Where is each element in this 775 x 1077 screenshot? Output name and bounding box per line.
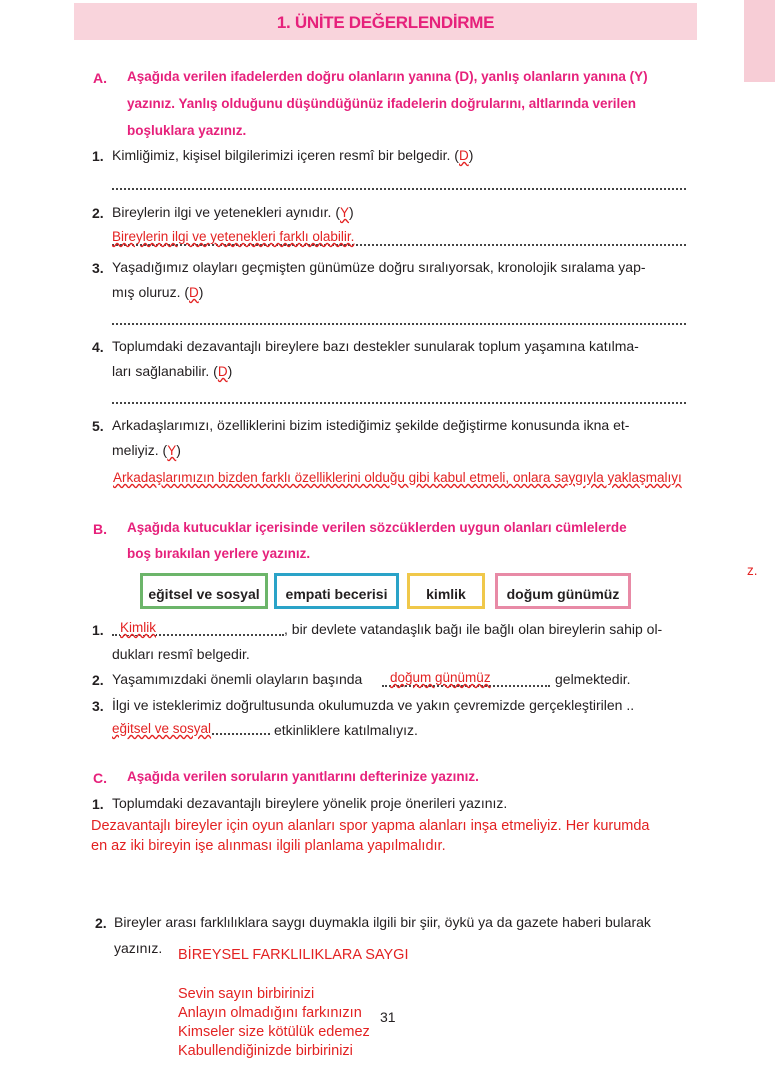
a-item-1-number: 1. [92, 148, 104, 164]
c-item-1-text: Toplumdaki dezavantajlı bireylere yönelik proje önerileri yazınız. [112, 795, 508, 811]
b-item-1-text: , bir devlete vatandaşlık bağı ile bağlı olan bireylerin sahip ol- [284, 621, 663, 637]
b-item-3-answer[interactable]: eğitsel ve sosyal [112, 721, 212, 736]
a-item-3-number: 3. [92, 260, 104, 276]
word-box-dogum-gunumuz[interactable]: doğum günümüz [495, 573, 631, 609]
section-b-letter: B. [93, 521, 107, 537]
side-tab [744, 0, 775, 82]
b-item-2-blank[interactable] [382, 685, 550, 687]
a-item-3-answer[interactable]: D [189, 285, 199, 300]
a-item-2-text: Bireylerin ilgi ve yetenekleri aynıdır. (Y) [112, 204, 354, 220]
c-item-2-number: 2. [95, 915, 107, 931]
b-item-2-answer[interactable]: doğum günümüz [390, 670, 491, 685]
a-item-5-line-1: Arkadaşlarımızı, özelliklerini bizim istediğimiz şekilde değiştirme konusunda ikna et- [112, 417, 630, 433]
word-box-empati[interactable]: empati becerisi [274, 573, 399, 609]
a-item-5-correction-overflow: z. [747, 563, 758, 578]
poem-line-4[interactable]: Kabullendiğinizde birbirinizi [178, 1043, 353, 1059]
section-b-instruction-1: Aşağıda kutucuklar içerisinde verilen sözcüklerden uygun olanları cümlelerde [127, 520, 627, 535]
b-item-1-answer[interactable]: Kimlik [120, 620, 156, 635]
a-item-1-answer[interactable]: D [458, 148, 469, 163]
section-c-letter: C. [93, 770, 107, 786]
b-item-2-text-before: Yaşamımızdaki önemli olayların başında [112, 671, 363, 687]
b-item-1-number: 1. [92, 622, 104, 638]
b-item-3-text-after: etkinliklere katılmalıyız. [274, 722, 418, 738]
a-item-4-answer-line[interactable] [112, 402, 686, 404]
page-number: 31 [380, 1009, 396, 1025]
a-item-5-number: 5. [92, 418, 104, 434]
a-item-1-text: Kimliğimiz, kişisel bilgilerimizi içeren resmî bir belgedir. (D) [112, 147, 474, 163]
a-item-4-line-1: Toplumdaki dezavantajlı bireylere bazı destekler sunularak toplum yaşamına katılma- [112, 338, 639, 354]
a-item-5-correction[interactable]: Arkadaşlarımızın bizden farklı özelliklerini olduğu gibi kabul etmeli, onlara saygıyla yaklaşmalıyı [113, 470, 682, 485]
b-item-1-line-2: dukları resmî belgedir. [112, 646, 250, 662]
a-item-5-line-2: meliyiz. (Y) [112, 442, 181, 458]
c-item-1-number: 1. [92, 796, 104, 812]
section-a-instruction-3: boşluklara yazınız. [127, 123, 247, 138]
b-item-3-number: 3. [92, 698, 104, 714]
word-box-egitsel[interactable]: eğitsel ve sosyal [140, 573, 268, 609]
section-c-instruction: Aşağıda verilen soruların yanıtlarını defterinize yazınız. [127, 769, 479, 784]
page-title: 1. ÜNİTE DEĞERLENDİRME [276, 13, 495, 32]
a-item-3-line-1: Yaşadığımız olayları geçmişten günümüze doğru sıralıyorsak, kronolojik sıralama yap- [112, 259, 646, 275]
b-item-2-number: 2. [92, 672, 104, 688]
a-item-4-number: 4. [92, 339, 104, 355]
poem-line-3[interactable]: Kimseler size kötülük edemez [178, 1024, 370, 1040]
a-item-3-answer-line[interactable] [112, 323, 686, 325]
c-item-1-answer-1[interactable]: Dezavantajlı bireyler için oyun alanları spor yapma alanları inşa etmeliyiz. Her kurumda [91, 818, 650, 834]
a-item-2-correction[interactable]: Bireylerin ilgi ve yetenekleri farklı olabilir. [112, 229, 355, 244]
c-item-1-answer-2[interactable]: en az iki bireyin işe alınması ilgili planlama yapılmalıdır. [91, 838, 446, 854]
section-a-instruction-2: yazınız. Yanlış olduğunu düşündüğünüz ifadelerin doğrularını, altlarında verilen [127, 96, 637, 111]
b-item-3-text: İlgi ve isteklerimiz doğrultusunda okulumuzda ve yakın çevremizde gerçekleştirilen .. [112, 697, 635, 713]
a-item-4-answer[interactable]: D [217, 364, 228, 379]
poem-title[interactable]: BİREYSEL FARKLILIKLARA SAYGI [178, 947, 409, 963]
a-item-2-answer[interactable]: Y [340, 205, 350, 220]
a-item-5-answer[interactable]: Y [167, 443, 177, 458]
section-a-instruction-1: Aşağıda verilen ifadelerden doğru olanların yanına (D), yanlış olanların yanına (Y) [127, 69, 648, 84]
c-item-2-line-1: Bireyler arası farklılıklara saygı duymakla ilgili bir şiir, öykü ya da gazete haberi bularak [114, 914, 651, 930]
section-b-instruction-2: boş bırakılan yerlere yazınız. [127, 546, 311, 561]
poem-line-2[interactable]: Anlayın olmadığını farkınızın [178, 1005, 362, 1021]
a-item-1-answer-line[interactable] [112, 188, 686, 190]
c-item-2-line-2: yazınız. [114, 940, 163, 956]
a-item-4-line-2: ları sağlanabilir. (D) [112, 363, 233, 379]
word-box-kimlik[interactable]: kimlik [407, 573, 485, 609]
poem-line-1[interactable]: Sevin sayın birbirinizi [178, 986, 315, 1002]
b-item-2-text-after: gelmektedir. [555, 671, 631, 687]
a-item-2-number: 2. [92, 205, 104, 221]
section-a-letter: A. [93, 70, 107, 86]
a-item-2-answer-line[interactable] [112, 244, 686, 246]
a-item-3-line-2: mış oluruz. (D) [112, 284, 204, 300]
